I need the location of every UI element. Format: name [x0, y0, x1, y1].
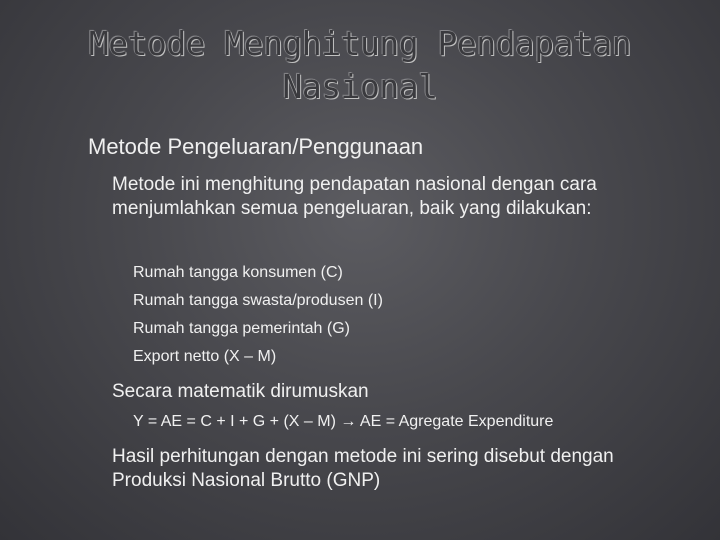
level1-item — [32, 134, 423, 160]
subpoint-text: Rumah tangga pemerintah (G) — [133, 320, 350, 337]
subpoint-bullet-icon — [114, 343, 133, 345]
subpoint-item — [114, 343, 276, 371]
subpoint-item — [114, 287, 383, 315]
point-item — [90, 173, 680, 221]
formula-text: Y = AE = C + I + G + (X – M) → AE = Agregate Expenditure — [133, 413, 554, 430]
subpoint-bullet-icon — [114, 315, 133, 317]
slide-title-line-1: Metode Menghitung Pendapatan — [88, 24, 632, 63]
subpoint-item — [114, 259, 343, 287]
point-bullet-icon — [90, 445, 112, 449]
subpoint-text: Export netto (X – M) — [133, 348, 277, 365]
level1-text: Metode Pengeluaran/Penggunaan — [88, 134, 424, 159]
slide-title — [40, 22, 680, 108]
point-bullet-icon — [90, 173, 112, 177]
subpoint-bullet-icon — [114, 287, 133, 289]
subpoint-item — [114, 315, 350, 343]
point-bullet-icon — [90, 380, 112, 384]
point-text: Hasil perhitungan dengan metode ini sering disebut dengan Produksi Nasional Brutto (GNP) — [112, 446, 614, 491]
level1-bullet-icon — [32, 134, 88, 139]
point-item — [90, 445, 680, 493]
formula-bullet-icon — [114, 408, 133, 410]
slide-title-line-2: Nasional — [282, 67, 438, 106]
point-text: Secara matematik dirumuskan — [112, 381, 369, 402]
subpoint-text: Rumah tangga konsumen (C) — [133, 264, 343, 281]
point-text: Metode ini menghitung pendapatan nasional dengan cara menjumlahkan semua pengeluaran, baik yang dilakukan: — [112, 174, 597, 219]
subpoint-bullet-icon — [114, 259, 133, 261]
formula-item — [114, 408, 553, 436]
point-item — [90, 380, 680, 404]
subpoint-text: Rumah tangga swasta/produsen (I) — [133, 292, 383, 309]
